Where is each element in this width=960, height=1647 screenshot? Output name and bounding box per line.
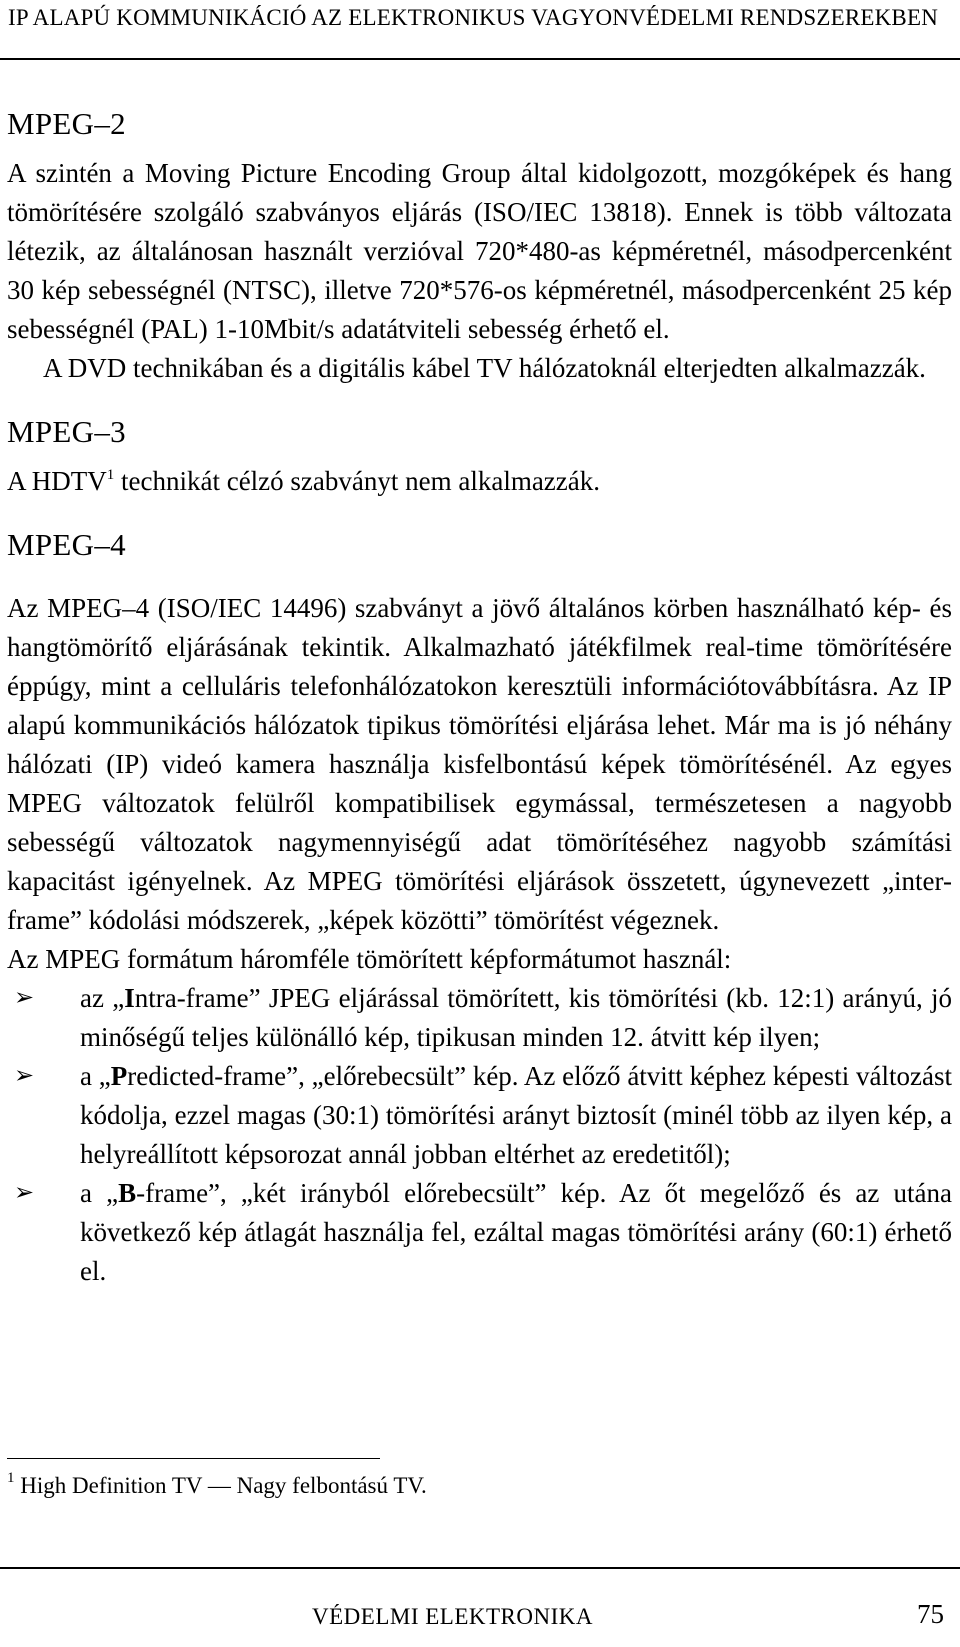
mpeg3-paragraph	[7, 462, 952, 501]
footnote-text: High Definition TV — Nagy felbontású TV.	[14, 1473, 427, 1498]
mpeg3-text-start: A HDTV	[7, 466, 107, 496]
arrowhead-right-icon: ➢	[14, 1063, 35, 1089]
mpeg2-paragraph: A szintén a Moving Picture Encoding Group által kidolgozott, mozgóképek és hang tömörítésére szolgáló szabványos eljárás (ISO/IEC 13818). Ennek is több változata létezik, az általánosan használt verzióval 720*480-as képméretnél, másodpercenként 30 kép sebességnél (NTSC), illetve 720*576-os képméretnél, másodpercenként 25 kép sebességnél (PAL) 1-10Mbit/s adatátviteli sebesség érhető el.	[7, 158, 952, 344]
header-divider	[0, 58, 960, 60]
footnote-marker: 1	[7, 1470, 15, 1486]
running-header: IP ALAPÚ KOMMUNIKÁCIÓ AZ ELEKTRONIKUS VAGYONVÉDELMI RENDSZEREKBEN	[8, 5, 939, 30]
footnote	[7, 1471, 427, 1501]
footnote-reference[interactable]: 1	[106, 467, 115, 483]
list-item-b-frame: ➢ a „B-frame”, „két irányból előrebecsült” kép. Az őt megelőző és az utána következő kép átlagát használja fel, ezáltal magas tömörítési arány (60:1) érhető el.	[7, 1174, 952, 1291]
mpeg4-paragraph: Az MPEG–4 (ISO/IEC 14496) szabványt a jövő általános körben használható kép- és hangtömörítő eljárásának tekintik. Alkalmazható játékfilmek real-time tömörítésére éppúgy, mint a celluláris telefonhálózatokon keresztüli információtovábbításra. Az IP alapú kommunikációs hálózatok tipikus tömörítési eljárása lehet. Már ma is jó néhány hálózati (IP) videó kamera használja kisfelbontású képek tömörítésénél. Az egyes MPEG változatok felülről kompatibilisek egymással, természetesen a nagyobb sebességű változatok nagymennyiségű adat tömörítéséhez nagyobb számítási kapacitást igényelnek. Az MPEG tömörítési eljárások összetett, úgynevezett „inter-frame” kódolási módszerek, „képek közötti” tömörítést végeznek.	[7, 593, 952, 935]
frame-letter-b: B	[118, 1178, 137, 1208]
mpeg3-text-end: technikát célzó szabványt nem alkalmazzák.	[114, 466, 601, 496]
running-footer: VÉDELMI ELEKTRONIKA	[312, 1604, 593, 1629]
frame-type-list	[7, 979, 952, 1291]
main-content	[7, 104, 952, 1291]
footer-divider	[0, 1567, 960, 1569]
arrowhead-right-icon: ➢	[14, 1180, 35, 1206]
section-heading-mpeg3: MPEG–3	[7, 414, 126, 449]
list-item-intra-frame: ➢ az „Intra-frame” JPEG eljárással tömörített, kis tömörítési (kb. 12:1) arányú, jó minőségű teljes különálló kép, tipikusan minden 12. átvitt kép ilyen;	[7, 979, 952, 1057]
footnote-divider	[7, 1458, 380, 1459]
arrowhead-right-icon: ➢	[14, 985, 35, 1011]
section-heading-mpeg4: MPEG–4	[7, 527, 126, 562]
page-number: 75	[917, 1599, 944, 1629]
list-item-predicted-frame: ➢ a „Predicted-frame”, „előrebecsült” kép. Az előző átvitt képhez képesti változást kódolja, ezzel magas (30:1) tömörítési arányt biztosít (minél több az ilyen kép, a helyreállított képsorozat annál jobban eltérhet az eredetitől);	[7, 1057, 952, 1174]
frame-letter-i: I	[124, 983, 135, 1013]
mpeg2-dvd-paragraph: A DVD technikában és a digitális kábel TV hálózatoknál elterjedten alkalmazzák.	[43, 353, 926, 383]
frame-letter-p: P	[110, 1061, 128, 1091]
format-list-intro: Az MPEG formátum háromféle tömörített képformátumot használ:	[7, 944, 732, 974]
section-heading-mpeg2: MPEG–2	[7, 106, 126, 141]
